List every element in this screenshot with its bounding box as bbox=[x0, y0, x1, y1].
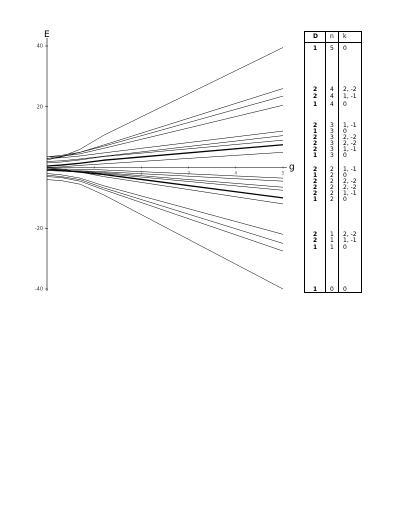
y-tick-label: 40 bbox=[36, 43, 43, 50]
table-cell-d: 1 bbox=[313, 152, 318, 160]
table-cell-n: 2 bbox=[330, 166, 334, 173]
table-cell-n: 4 bbox=[330, 93, 334, 101]
table-cell-d: 1 bbox=[313, 128, 318, 136]
series-line-19 bbox=[47, 180, 283, 289]
table-cell-k: 1, -1 bbox=[343, 237, 357, 245]
table-cell-k: 0 bbox=[343, 243, 347, 251]
table-cell-k: 2, -2 bbox=[343, 178, 357, 186]
x-tick-label: 4 bbox=[234, 170, 238, 176]
table-cell-n: 4 bbox=[330, 100, 334, 108]
table-cell-d: 2 bbox=[313, 231, 318, 239]
table-cell-k: 1, -1 bbox=[343, 122, 357, 129]
table-cell-d: 2 bbox=[313, 146, 318, 154]
table-cell-n: 3 bbox=[330, 134, 334, 142]
table-cell-n: 3 bbox=[330, 122, 334, 129]
table-header-rule bbox=[305, 42, 361, 43]
table-cell-d: 2 bbox=[313, 190, 318, 198]
table-cell-k: 0 bbox=[343, 286, 347, 293]
table-cell-d: 2 bbox=[313, 237, 318, 245]
table-cell-k: 1, -1 bbox=[343, 93, 357, 101]
table-divider bbox=[325, 32, 326, 292]
table-cell-d: 2 bbox=[313, 140, 318, 148]
table-cell-n: 3 bbox=[330, 140, 334, 148]
table-cell-k: 0 bbox=[343, 172, 347, 180]
y-tick-label: -40 bbox=[34, 286, 43, 293]
table-cell-n: 2 bbox=[330, 184, 334, 192]
quantum-number-table bbox=[304, 31, 362, 293]
table-cell-d: 2 bbox=[313, 85, 318, 93]
series-line-1 bbox=[47, 48, 283, 160]
y-tick-label: 20 bbox=[36, 104, 43, 111]
table-cell-d: 2 bbox=[313, 184, 318, 192]
table-cell-k: 1, -1 bbox=[343, 166, 357, 173]
table-cell-n: 3 bbox=[330, 128, 334, 136]
table-cell-n: 2 bbox=[330, 178, 334, 186]
table-header-n: n bbox=[330, 33, 334, 40]
table-cell-n: 2 bbox=[330, 190, 334, 198]
table-cell-d: 2 bbox=[313, 178, 318, 186]
table-cell-k: 0 bbox=[343, 196, 347, 204]
table-cell-n: 1 bbox=[330, 231, 334, 239]
table-cell-d: 1 bbox=[313, 286, 318, 293]
table-cell-n: 4 bbox=[330, 85, 334, 93]
table-cell-k: 1, -1 bbox=[343, 146, 357, 154]
table-cell-k: 0 bbox=[343, 44, 347, 52]
x-tick-label: 1 bbox=[92, 170, 96, 176]
table-cell-n: 2 bbox=[330, 172, 334, 180]
table-cell-k: 0 bbox=[343, 100, 347, 108]
table-cell-n: 1 bbox=[330, 237, 334, 245]
table-cell-d: 1 bbox=[313, 196, 318, 204]
table-cell-d: 1 bbox=[313, 172, 318, 180]
table-cell-d: 1 bbox=[313, 243, 318, 251]
table-header-d: D bbox=[313, 33, 318, 40]
table-cell-k: 2, -2 bbox=[343, 134, 357, 142]
series-line-18 bbox=[47, 177, 283, 251]
table-cell-k: 1, -1 bbox=[343, 190, 357, 198]
x-axis-label: g bbox=[289, 162, 295, 173]
table-cell-d: 1 bbox=[313, 44, 318, 52]
table-cell-k: 2, -2 bbox=[343, 140, 357, 148]
y-axis-label: E bbox=[44, 30, 50, 40]
table-cell-n: 1 bbox=[330, 243, 334, 251]
table-header-k: k bbox=[343, 33, 347, 40]
y-tick-label: -20 bbox=[34, 225, 43, 232]
table-cell-n: 5 bbox=[330, 44, 334, 52]
x-tick-label: 3 bbox=[187, 170, 190, 176]
table-cell-n: 0 bbox=[330, 286, 334, 293]
table-cell-d: 2 bbox=[313, 166, 318, 173]
table-cell-k: 2, -2 bbox=[343, 231, 357, 239]
table-cell-d: 1 bbox=[313, 100, 318, 108]
series-line-14 bbox=[47, 169, 283, 198]
series-line-10 bbox=[47, 169, 283, 178]
table-cell-k: 2, -2 bbox=[343, 85, 357, 93]
x-tick-label: 2 bbox=[140, 170, 143, 176]
series-line-6 bbox=[47, 136, 283, 162]
table-cell-n: 3 bbox=[330, 152, 334, 160]
table-cell-d: 2 bbox=[313, 134, 318, 142]
table-cell-k: 0 bbox=[343, 152, 347, 160]
table-cell-d: 2 bbox=[313, 122, 318, 129]
x-tick-label: 5 bbox=[281, 170, 285, 176]
table-cell-k: 0 bbox=[343, 128, 347, 136]
table-divider bbox=[338, 32, 339, 292]
table-cell-k: 2, -2 bbox=[343, 184, 357, 192]
table-cell-n: 3 bbox=[330, 146, 334, 154]
table-cell-n: 2 bbox=[330, 196, 334, 204]
table-cell-d: 2 bbox=[313, 93, 318, 101]
